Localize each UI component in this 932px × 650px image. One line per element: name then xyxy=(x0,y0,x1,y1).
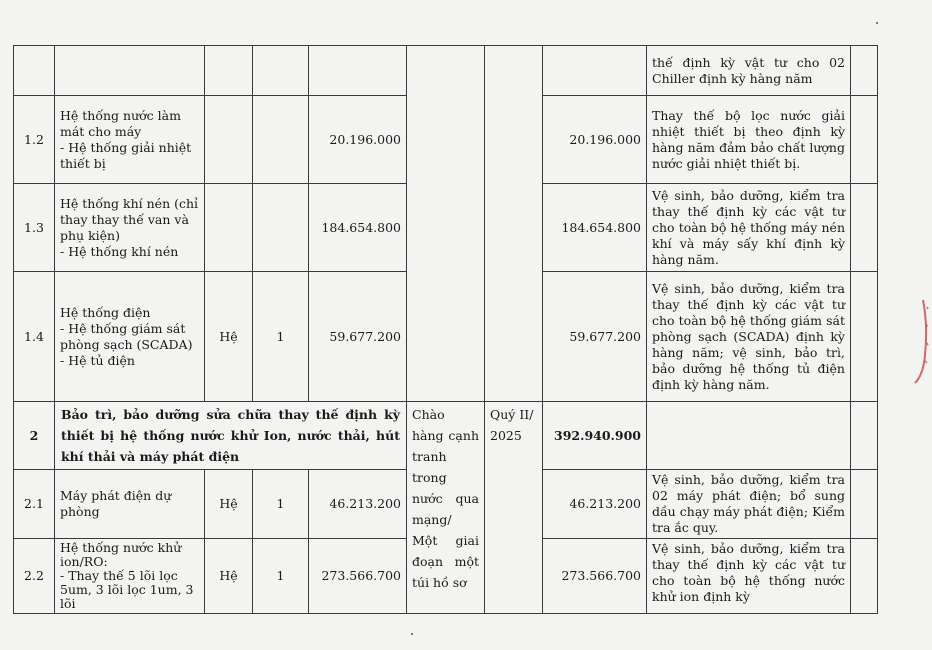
extra-cell xyxy=(851,402,878,470)
scan-speck xyxy=(411,633,413,635)
quantity-cell: 1 xyxy=(253,539,309,614)
time-cell: Quý II/ 2025 xyxy=(485,402,543,614)
unit-cell xyxy=(205,184,253,272)
note-cell: Vệ sinh, bảo dưỡng, kiểm tra thay thế định kỳ các vật tư cho toàn bộ hệ thống nước khử ion định kỳ xyxy=(647,539,851,614)
stt-cell: 2.1 xyxy=(14,470,55,539)
unit-cell: Hệ xyxy=(205,539,253,614)
quantity-cell xyxy=(253,184,309,272)
quantity-cell xyxy=(253,46,309,96)
unit-cell: Hệ xyxy=(205,272,253,402)
quantity-cell xyxy=(253,96,309,184)
time-cell-empty xyxy=(485,46,543,402)
amount-cell: 59.677.200 xyxy=(309,272,407,402)
unit-cell: Hệ xyxy=(205,470,253,539)
amount-cell: 184.654.800 xyxy=(309,184,407,272)
amount2-cell: 59.677.200 xyxy=(543,272,647,402)
amount2-cell: 20.196.000 xyxy=(543,96,647,184)
note-cell: Thay thế bộ lọc nước giải nhiệt thiết bị theo định kỳ hàng năm đảm bảo chất lượng nước giải nhiệt thiết bị. xyxy=(647,96,851,184)
description-cell xyxy=(55,46,205,96)
note-cell xyxy=(647,402,851,470)
stt-cell: 2.2 xyxy=(14,539,55,614)
amount2-cell: 46.213.200 xyxy=(543,470,647,539)
table-row xyxy=(14,46,878,96)
extra-cell xyxy=(851,539,878,614)
scan-speck xyxy=(876,22,878,24)
note-cell: Vệ sinh, bảo dưỡng, kiểm tra 02 máy phát điện; bổ sung dầu chạy máy phát điện; Kiểm tra ắc quy. xyxy=(647,470,851,539)
extra-cell xyxy=(851,184,878,272)
amount2-cell: 273.566.700 xyxy=(543,539,647,614)
stt-cell xyxy=(14,46,55,96)
note-cell: Vệ sinh, bảo dưỡng, kiểm tra thay thế định kỳ các vật tư cho toàn bộ hệ thống máy nén khí và máy sấy khí định kỳ hàng năm. xyxy=(647,184,851,272)
unit-cell xyxy=(205,46,253,96)
stt-cell: 1.3 xyxy=(14,184,55,272)
amount2-cell xyxy=(543,46,647,96)
amount-cell xyxy=(309,46,407,96)
stt-cell: 1.4 xyxy=(14,272,55,402)
red-stamp-edge xyxy=(907,295,929,385)
extra-cell xyxy=(851,46,878,96)
amount2-cell: 184.654.800 xyxy=(543,184,647,272)
description-cell: Hệ thống khí nén (chỉ thay thay thế van và phụ kiện) - Hệ thống khí nén xyxy=(55,184,205,272)
extra-cell xyxy=(851,470,878,539)
description-cell: Hệ thống nước làm mát cho máy - Hệ thống giải nhiệt thiết bị xyxy=(55,96,205,184)
extra-cell xyxy=(851,272,878,402)
quantity-cell: 1 xyxy=(253,470,309,539)
extra-cell xyxy=(851,96,878,184)
description-cell: Hệ thống điện - Hệ thống giám sát phòng sạch (SCADA) - Hệ tủ điện xyxy=(55,272,205,402)
method-cell: Chào hàng cạnh tranh trong nước qua mạng/ Một giai đoạn một túi hồ sơ xyxy=(407,402,485,614)
amount-cell: 46.213.200 xyxy=(309,470,407,539)
amount2-cell: 392.940.900 xyxy=(543,402,647,470)
description-cell: Máy phát điện dự phòng xyxy=(55,470,205,539)
section-title-cell: Bảo trì, bảo dưỡng sửa chữa thay thế định kỳ thiết bị hệ thống nước khử Ion, nước thải, hút khí thải và máy phát điện xyxy=(55,402,407,470)
stt-cell: 2 xyxy=(14,402,55,470)
amount-cell: 273.566.700 xyxy=(309,539,407,614)
description-cell: Hệ thống nước khử ion/RO: - Thay thế 5 lõi lọc 5um, 3 lõi lọc 1um, 3 lõi xyxy=(55,539,205,614)
quantity-cell: 1 xyxy=(253,272,309,402)
note-cell: Vệ sinh, bảo dưỡng, kiểm tra thay thế định kỳ các vật tư cho toàn bộ hệ thống giám sát phòng sạch (SCADA) định kỳ hàng năm; vệ sinh, bảo trì, bảo dưỡng hệ thống tủ điện định kỳ hàng năm. xyxy=(647,272,851,402)
note-cell: thế định kỳ vật tư cho 02 Chiller định kỳ hàng năm xyxy=(647,46,851,96)
method-cell-empty xyxy=(407,46,485,402)
stt-cell: 1.2 xyxy=(14,96,55,184)
unit-cell xyxy=(205,96,253,184)
table-row-section xyxy=(14,402,878,470)
amount-cell: 20.196.000 xyxy=(309,96,407,184)
budget-table xyxy=(13,45,878,614)
